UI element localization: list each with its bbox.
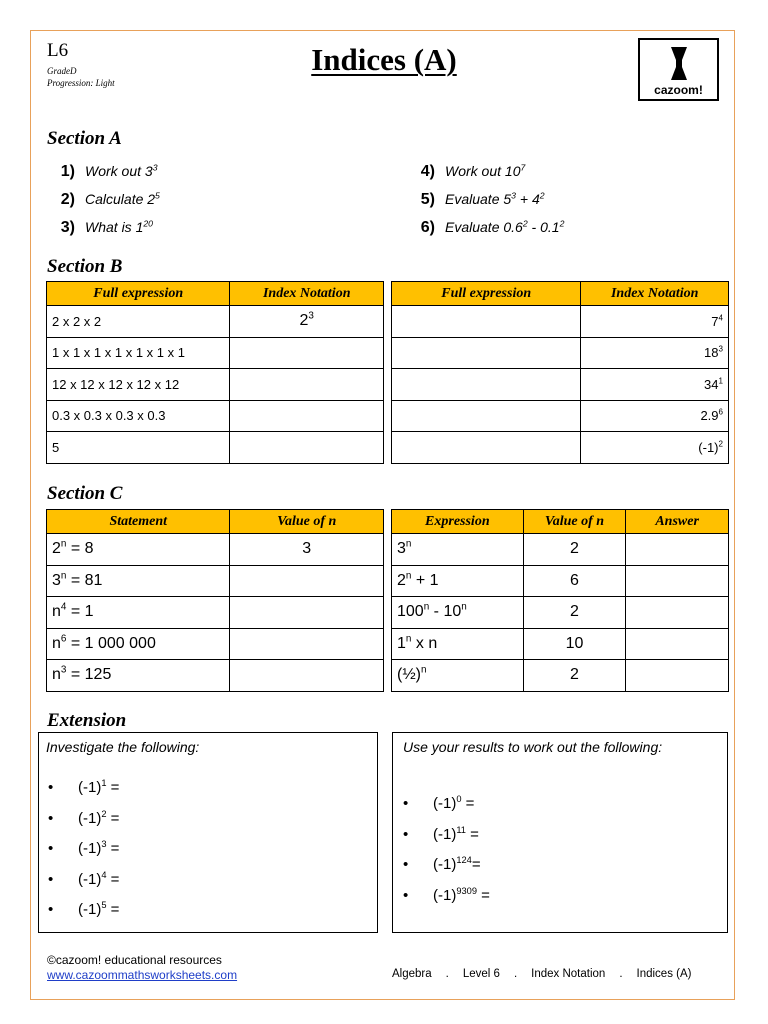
col-full-expression: Full expression — [47, 282, 230, 306]
col-value-of-n: Value of n — [230, 510, 384, 534]
value-of-n-cell: 2 — [523, 660, 626, 692]
full-expression-cell — [392, 306, 581, 338]
full-expression-cell — [392, 369, 581, 401]
exponent: n — [60, 538, 67, 550]
bullet-icon: • — [403, 825, 409, 843]
base-text: 100 — [397, 603, 424, 621]
base-text: (-1) — [78, 840, 102, 857]
tail-text: = — [477, 886, 490, 904]
base-text: Work out 10 — [445, 163, 521, 179]
cazoom-logo — [638, 38, 719, 101]
statement-cell — [47, 628, 230, 660]
section-a-heading: Section A — [47, 128, 122, 149]
statement-cell — [47, 534, 230, 566]
exponent: 0 — [456, 794, 462, 804]
base-text: 1 — [397, 634, 406, 652]
index-notation-cell — [581, 337, 729, 369]
col-statement: Statement — [47, 510, 230, 534]
tail-text: = — [106, 779, 120, 796]
base-text: n — [52, 634, 61, 652]
statement-cell — [47, 660, 230, 692]
table-row — [392, 565, 729, 597]
exponent: 20 — [143, 218, 154, 229]
base-text: 34 — [704, 376, 719, 392]
progression-label: Progression: Light — [47, 78, 115, 88]
exponent: n — [405, 538, 412, 550]
bullet-icon: • — [403, 795, 409, 812]
table-row — [47, 432, 384, 464]
question-number: 4) — [420, 163, 435, 180]
extension-item — [48, 779, 119, 796]
table-row — [392, 660, 729, 692]
table-row — [47, 306, 384, 338]
exponent: 2 — [539, 190, 545, 201]
table-row — [392, 337, 729, 369]
index-notation-cell — [230, 400, 384, 432]
statement-cell — [47, 597, 230, 629]
answer-cell — [626, 597, 729, 629]
extension-item — [403, 826, 479, 843]
index-notation-cell — [230, 432, 384, 464]
tail-text: = 8 — [66, 540, 94, 558]
answer-cell — [626, 628, 729, 660]
bullet-icon: • — [403, 886, 409, 904]
table-row — [47, 597, 384, 629]
answer-cell — [626, 660, 729, 692]
exponent: 5 — [101, 900, 107, 910]
bullet-icon: • — [403, 856, 409, 873]
base-text: 18 — [704, 345, 719, 361]
exponent: 3 — [101, 839, 107, 849]
question-item — [407, 191, 545, 209]
base-text: (-1) — [78, 901, 102, 918]
expression-cell — [392, 565, 524, 597]
base-text: 7 — [711, 313, 719, 329]
breadcrumb-part: Algebra — [392, 968, 432, 980]
breadcrumb-part: . — [445, 968, 449, 980]
value-of-n-cell: 2 — [523, 534, 626, 566]
question-item — [407, 219, 564, 237]
tail-text: = 1 000 000 — [66, 634, 156, 652]
tail-text: = 1 — [66, 603, 94, 621]
tail-text: = — [106, 840, 120, 857]
base-text: Work out 3 — [85, 163, 153, 179]
exponent: 11 — [456, 824, 466, 835]
tail-text: = — [471, 856, 481, 873]
exponent: n — [421, 664, 427, 676]
base-text: n — [52, 603, 61, 621]
extension-item — [403, 856, 481, 873]
extension-item — [48, 871, 119, 888]
full-expression-cell — [392, 337, 581, 369]
base-text: (-1) — [698, 439, 719, 455]
exponent: n — [60, 570, 67, 582]
logo-text: cazoom! — [654, 83, 703, 97]
exponent: 3 — [718, 344, 723, 354]
base-text: Evaluate 5 — [445, 191, 512, 207]
breadcrumb-part: Level 6 — [462, 968, 500, 980]
section-b-right-table — [391, 281, 729, 464]
section-c-heading: Section C — [47, 483, 123, 504]
table-row — [47, 534, 384, 566]
table-row — [47, 337, 384, 369]
base-text: (-1) — [78, 779, 102, 796]
table-row — [392, 306, 729, 338]
statement-cell — [47, 565, 230, 597]
base-text: Evaluate 0.6 — [445, 219, 523, 235]
full-expression-cell: 0.3 x 0.3 x 0.3 x 0.3 — [47, 400, 230, 432]
exponent: 4 — [101, 869, 107, 880]
breadcrumb-part: Index Notation — [531, 968, 606, 980]
section-c-right-table — [391, 509, 729, 692]
full-expression-cell: 2 x 2 x 2 — [47, 306, 230, 338]
bullet-icon: • — [48, 901, 54, 918]
question-item — [47, 191, 160, 209]
tail-text: = — [106, 870, 120, 888]
table-row — [392, 628, 729, 660]
full-expression-cell: 12 x 12 x 12 x 12 x 12 — [47, 369, 230, 401]
table-row — [47, 660, 384, 692]
tail-text: = — [461, 795, 475, 812]
tail-text: = 125 — [66, 666, 112, 684]
section-b-heading: Section B — [47, 256, 123, 277]
full-expression-cell — [392, 400, 581, 432]
exponent: n — [405, 570, 412, 582]
value-of-n-cell — [230, 597, 384, 629]
expression-cell — [392, 660, 524, 692]
extension-right-intro: Use your results to work out the following: — [403, 739, 663, 755]
question-number: 6) — [420, 219, 435, 236]
answer-cell — [626, 534, 729, 566]
exponent: 6 — [60, 633, 67, 645]
table-row — [47, 369, 384, 401]
col-value-of-n: Value of n — [523, 510, 626, 534]
section-b-left-table — [46, 281, 384, 464]
col-full-expression: Full expression — [392, 282, 581, 306]
base-text: 2 — [52, 540, 61, 558]
base-text: (-1) — [78, 870, 102, 888]
expression-cell — [392, 597, 524, 629]
footer-copyright: ©cazoom! educational resources — [47, 953, 222, 967]
base-text: Calculate 2 — [85, 191, 156, 207]
page-title: Indices (A) — [311, 42, 457, 77]
bullet-icon: • — [48, 840, 54, 857]
col-answer: Answer — [626, 510, 729, 534]
value-of-n-cell — [230, 628, 384, 660]
table-row — [392, 597, 729, 629]
exponent: 3 — [511, 190, 516, 201]
value-of-n-cell — [230, 565, 384, 597]
extension-item — [48, 840, 119, 857]
extension-left-intro: Investigate the following: — [46, 739, 200, 755]
question-item — [47, 163, 158, 181]
extension-right-box — [392, 732, 728, 933]
exponent: 9309 — [456, 885, 478, 896]
col-index-notation: Index Notation — [581, 282, 729, 306]
index-notation-cell — [581, 400, 729, 432]
full-expression-cell — [392, 432, 581, 464]
base-text: 3 — [52, 571, 61, 589]
full-expression-cell: 1 x 1 x 1 x 1 x 1 x 1 x 1 — [47, 337, 230, 369]
value-of-n-cell: 2 — [523, 597, 626, 629]
section-c-left-table — [46, 509, 384, 692]
exponent: n — [423, 601, 430, 613]
index-notation-cell — [581, 369, 729, 401]
exponent: 3 — [152, 162, 158, 173]
base-text: (-1) — [433, 856, 457, 873]
extension-item — [48, 810, 119, 827]
value-of-n-cell: 6 — [523, 565, 626, 597]
base-text: (-1) — [78, 809, 102, 827]
exponent: 2 — [101, 808, 107, 819]
base-text: n — [52, 666, 61, 684]
exponent: n — [461, 601, 467, 613]
question-number: 5) — [420, 191, 435, 208]
answer-cell — [626, 565, 729, 597]
col-expression: Expression — [392, 510, 524, 534]
base-text: 2 — [397, 571, 406, 589]
table-row — [47, 400, 384, 432]
base-text: What is 1 — [85, 219, 144, 235]
extension-item — [403, 887, 490, 904]
extension-item — [403, 795, 474, 812]
grade-label: GradeD — [47, 66, 77, 76]
footer-link[interactable]: www.cazoommathsworksheets.com — [47, 968, 238, 982]
exponent: 2 — [559, 218, 565, 229]
tail-text: = — [465, 825, 479, 843]
base-text: 3 — [397, 540, 406, 558]
exponent: 6 — [718, 407, 723, 417]
level-label: L6 — [47, 40, 69, 61]
base-text: (½) — [397, 666, 421, 684]
exponent: 3 — [60, 664, 67, 676]
base-text: (-1) — [433, 825, 457, 843]
extension-item — [48, 901, 119, 918]
bullet-icon: • — [48, 779, 54, 796]
breadcrumb-part: . — [513, 968, 518, 980]
index-notation-cell — [581, 432, 729, 464]
col-index-notation: Index Notation — [230, 282, 384, 306]
exponent: 7 — [520, 162, 526, 173]
tail-text: = — [106, 809, 120, 827]
cup-icon — [670, 47, 688, 81]
expression-cell — [392, 628, 524, 660]
index-notation-cell — [230, 337, 384, 369]
exponent: 3 — [308, 310, 314, 322]
table-row — [47, 628, 384, 660]
bullet-icon: • — [48, 870, 54, 888]
extension-left-box — [38, 732, 378, 933]
index-notation-cell — [230, 306, 384, 338]
exponent: 5 — [155, 190, 160, 201]
table-row — [392, 400, 729, 432]
exponent: 124 — [456, 855, 472, 865]
tail-text: x n — [411, 634, 438, 652]
base-text: 2 — [299, 312, 309, 330]
bullet-icon: • — [48, 809, 54, 827]
breadcrumb-part: . — [619, 968, 623, 980]
value-of-n-cell: 3 — [230, 534, 384, 566]
table-row — [392, 369, 729, 401]
exponent: 4 — [60, 601, 67, 613]
index-notation-cell — [581, 306, 729, 338]
tail-text: = — [106, 901, 120, 918]
question-number: 2) — [60, 191, 75, 208]
full-expression-cell: 5 — [47, 432, 230, 464]
question-item — [407, 163, 525, 181]
question-number: 3) — [60, 219, 75, 236]
tail-text: + 4 — [516, 191, 540, 207]
question-number: 1) — [60, 163, 75, 180]
base-text: (-1) — [433, 886, 457, 904]
exponent: 4 — [718, 313, 723, 323]
extension-heading: Extension — [47, 710, 127, 731]
index-notation-cell — [230, 369, 384, 401]
tail-text: + 1 — [411, 571, 439, 589]
table-row — [392, 534, 729, 566]
value-of-n-cell — [230, 660, 384, 692]
base-text: (-1) — [433, 795, 457, 812]
exponent: 2 — [522, 218, 528, 229]
tail-text: - 0.1 — [527, 219, 560, 235]
exponent: 2 — [718, 439, 723, 449]
table-row — [47, 565, 384, 597]
value-of-n-cell: 10 — [523, 628, 626, 660]
exponent: n — [405, 633, 412, 645]
base-text: 2.9 — [700, 408, 719, 424]
exponent: 1 — [718, 376, 723, 386]
tail-text: - 10 — [429, 603, 462, 621]
footer-breadcrumb — [392, 968, 705, 980]
breadcrumb-part: Indices (A) — [636, 968, 692, 980]
question-item — [47, 219, 153, 237]
exponent: 1 — [101, 778, 107, 788]
tail-text: = 81 — [66, 571, 103, 589]
expression-cell — [392, 534, 524, 566]
table-row — [392, 432, 729, 464]
